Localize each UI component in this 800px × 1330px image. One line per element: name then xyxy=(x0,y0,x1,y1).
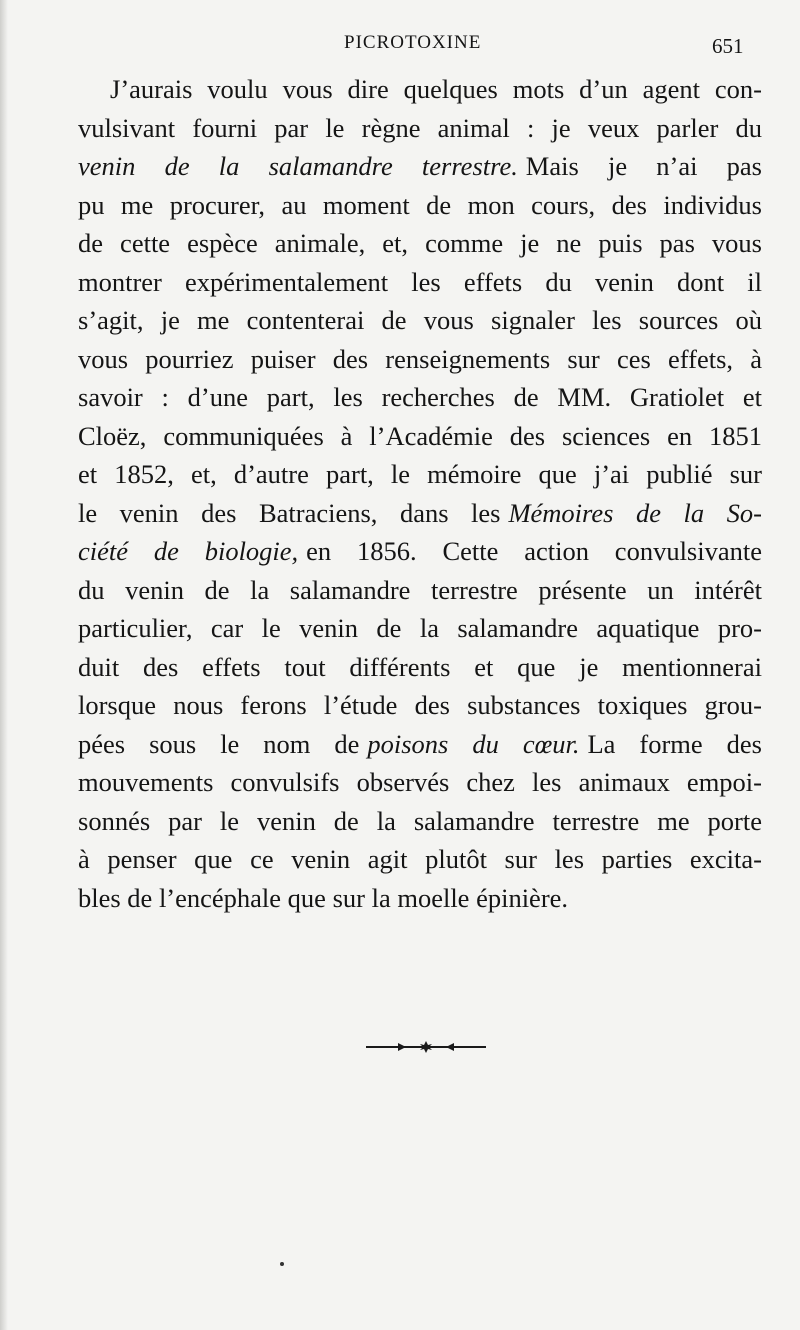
text-line: bles de l’encéphale que sur la moelle épinière. xyxy=(78,882,569,913)
ink-speck xyxy=(280,1262,284,1266)
italic-text: Mémoires de la So- xyxy=(508,497,762,528)
text-line: le venin des Batraciens, dans les Mémoires de la So- xyxy=(78,497,762,528)
italic-text: ciété de biologie, xyxy=(78,536,299,566)
body-paragraph xyxy=(78,70,762,917)
text-line: vous pourriez puiser des renseignements sur ces effets, à xyxy=(78,343,762,374)
italic-text: poisons du cœur. xyxy=(367,728,580,759)
text-line: pu me procurer, au moment de mon cours, des individus xyxy=(78,189,762,220)
page-number: 651 xyxy=(712,34,744,58)
text-line: s’agit, je me contenterai de vous signaler les sources où xyxy=(78,305,762,335)
text-line: montrer expérimentalement les effets du venin dont il xyxy=(78,266,762,297)
running-title: PICROTOXINE xyxy=(344,32,482,53)
text-line: J’aurais voulu vous dire quelques mots d’un agent con- xyxy=(110,74,762,104)
tailpiece-ornament xyxy=(366,1040,486,1054)
text-line: pées sous le nom de poisons du cœur. La forme des xyxy=(78,728,762,759)
text-line: duit des effets tout différents et que je mentionnerai xyxy=(78,651,762,682)
text-line: à penser que ce venin agit plutôt sur les parties excita- xyxy=(78,844,762,874)
running-head xyxy=(0,32,800,62)
text-line: venin de la salamandre terrestre. Mais je n’ai pas xyxy=(78,151,762,181)
text-line: vulsivant fourni par le règne animal : je veux parler du xyxy=(78,112,762,143)
text-line: ciété de biologie, en 1856. Cette action convulsivante xyxy=(78,536,762,566)
text-line: Cloëz, communiquées à l’Académie des sciences en 1851 xyxy=(78,420,762,451)
text-line: savoir : d’une part, les recherches de MM. Gratiolet et xyxy=(78,382,762,412)
text-line: sonnés par le venin de la salamandre terrestre me porte xyxy=(78,805,762,836)
text-line: mouvements convulsifs observés chez les animaux empoi- xyxy=(78,767,762,797)
text-line: de cette espèce animale, et, comme je ne puis pas vous xyxy=(78,228,762,258)
page-edge-shadow xyxy=(0,0,8,1330)
text-line: du venin de la salamandre terrestre présente un intérêt xyxy=(78,574,762,605)
text-line: lorsque nous ferons l’étude des substances toxiques grou- xyxy=(78,690,762,720)
text-line: particulier, car le venin de la salamandre aquatique pro- xyxy=(78,613,762,643)
italic-text: venin de la salamandre terrestre. xyxy=(78,151,518,181)
text-line: et 1852, et, d’autre part, le mémoire que j’ai publié sur xyxy=(78,459,762,489)
